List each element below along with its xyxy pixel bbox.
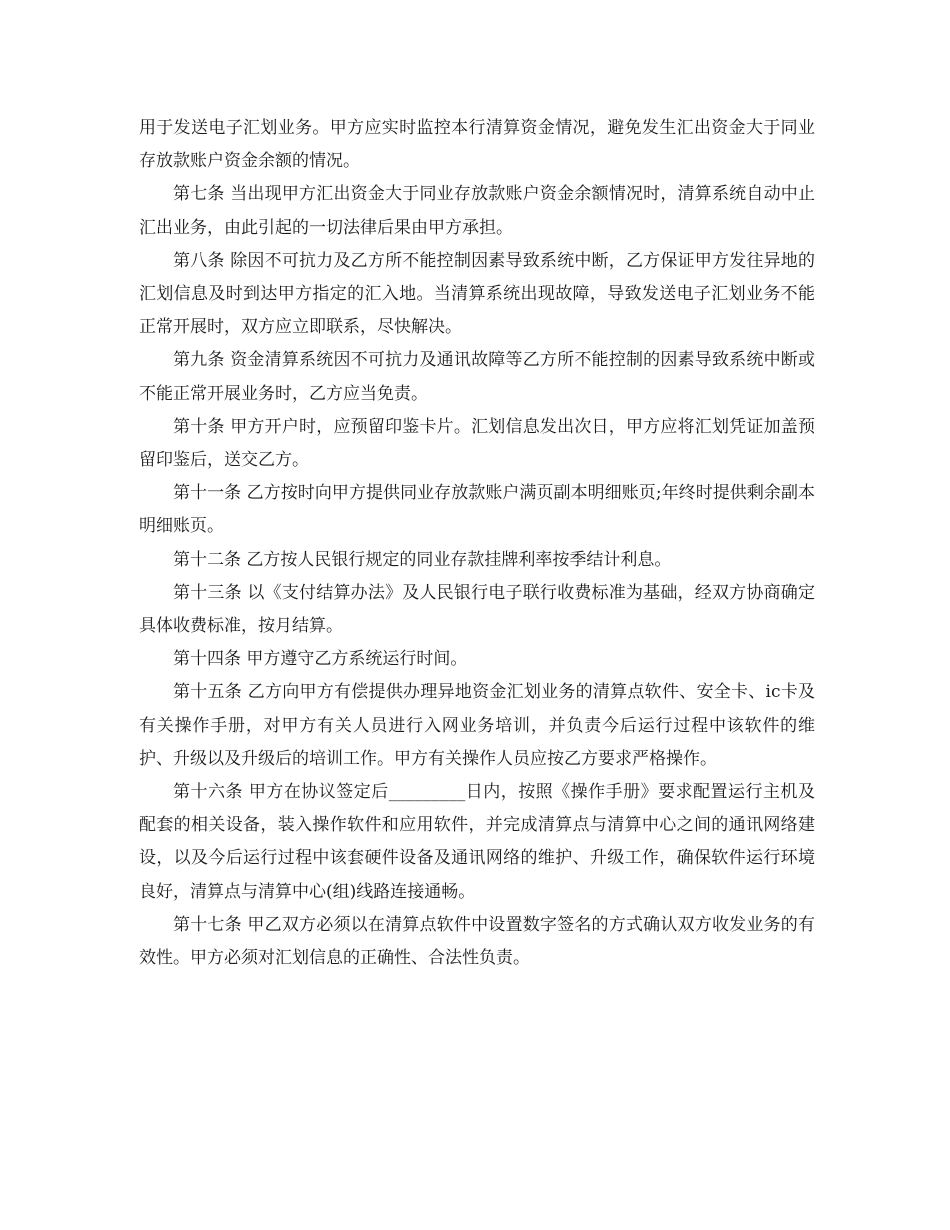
paragraph-continuation: 用于发送电子汇划业务。甲方应实时监控本行清算资金情况，避免发生汇出资金大于同业存放款账户资金余额的情况。 (139, 118, 815, 172)
article-13: 第十三条 以《支付结算办法》及人民银行电子联行收费标准为基础，经双方协商确定具体收费标准，按月结算。 (139, 582, 815, 637)
article-15: 第十五条 乙方向甲方有偿提供办理异地资金汇划业务的清算点软件、安全卡、ic卡及有关操作手册，对甲方有关人员进行入网业务培训，并负责今后运行过程中该软件的维护、升级以及升级后的培训工作。甲方有关操作人员应按乙方要求严格操作。 (139, 682, 815, 769)
article-12: 第十二条 乙方按人民银行规定的同业存款挂牌利率按季结计利息。 (173, 549, 672, 570)
article-9: 第九条 资金清算系统因不可抗力及通讯故障等乙方所不能控制的因素导致系统中断或不能正常开展业务时，乙方应当免责。 (139, 350, 815, 404)
document-body (139, 112, 815, 975)
article-14: 第十四条 甲方遵守乙方系统运行时间。 (173, 649, 468, 670)
article-7: 第七条 当出现甲方汇出资金大于同业存放款账户资金余额情况时，清算系统自动中止汇出业务，由此引起的一切法律后果由甲方承担。 (139, 184, 815, 238)
article-10: 第十条 甲方开户时，应预留印鉴卡片。汇划信息发出次日，甲方应将汇划凭证加盖预留印鉴后，送交乙方。 (139, 416, 815, 471)
article-11: 第十一条 乙方按时向甲方提供同业存放款账户满页副本明细账页;年终时提供剩余副本明细账页。 (139, 483, 815, 537)
article-8: 第八条 除因不可抗力及乙方所不能控制因素导致系统中断，乙方保证甲方发往异地的汇划信息及时到达甲方指定的汇入地。当清算系统出现故障，导致发送电子汇划业务不能正常开展时，双方应立即联系，尽快解决。 (139, 250, 815, 338)
article-16: 第十六条 甲方在协议签定后_________日内，按照《操作手册》要求配置运行主机及配套的相关设备，装入操作软件和应用软件，并完成清算点与清算中心之间的通讯网络建设，以及今后运行过程中该套硬件设备及通讯网络的维护、升级工作，确保软件运行环境良好，清算点与清算中心(组)线路连接通畅。 (139, 782, 815, 902)
article-17: 第十七条 甲乙双方必须以在清算点软件中设置数字签名的方式确认双方收发业务的有效性。甲方必须对汇划信息的正确性、合法性负责。 (139, 914, 815, 969)
